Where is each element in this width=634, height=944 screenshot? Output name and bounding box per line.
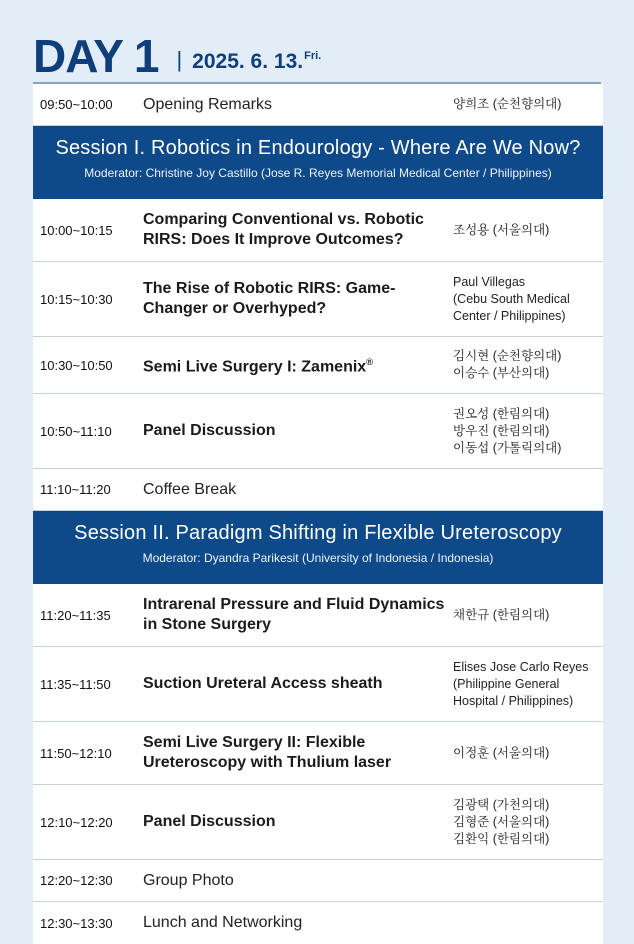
talk-title: Intrarenal Pressure and Fluid Dynamics in Stone Surgery [143, 596, 445, 633]
talk-title: Lunch and Networking [143, 914, 303, 931]
schedule-row [33, 584, 603, 647]
day-label: DAY 1 [33, 30, 159, 82]
time-slot: 12:30~13:30 [40, 915, 113, 931]
time-slot: 11:20~11:35 [40, 607, 111, 623]
speaker: 이동섭 (가톨릭의대) [453, 440, 562, 455]
talk-title: Comparing Conventional vs. Robotic RIRS: Does It Improve Outcomes? [143, 211, 424, 248]
talk-title: Suction Ureteral Access sheath [143, 675, 383, 692]
talk-title: The Rise of Robotic RIRS: Game-Changer or Overhyped? [143, 280, 396, 317]
date-value: 2025. 6. 13. [192, 50, 304, 73]
speaker-list [453, 659, 594, 710]
schedule-table [33, 84, 603, 944]
schedule-row [33, 84, 603, 126]
speaker-list [453, 274, 576, 325]
schedule-row [33, 722, 603, 785]
schedule-row [33, 469, 603, 511]
time-slot: 11:10~11:20 [40, 482, 111, 497]
speaker-list [453, 222, 555, 239]
talk-title: Coffee Break [143, 480, 237, 498]
session-moderator: Moderator: Christine Joy Castillo (Jose R. Reyes Memorial Medical Center / Philippines) [84, 166, 552, 180]
speaker: 김환익 (한림의대) [453, 831, 550, 846]
talk-title: Panel Discussion [143, 813, 276, 830]
speaker-list [453, 96, 567, 113]
session-title: Session I. Robotics in Endourology - Where Are We Now? [55, 137, 581, 159]
speaker-list [453, 406, 567, 457]
talk-title: Opening Remarks [143, 95, 272, 113]
time-slot: 11:35~11:50 [40, 676, 111, 692]
schedule-row [33, 785, 603, 860]
speaker-affiliation: (Cebu South Medical [453, 291, 570, 306]
schedule-row [33, 262, 603, 337]
speaker: Elises Jose Carlo Reyes [453, 659, 589, 674]
speaker-affiliation: Center / Philippines) [453, 308, 566, 323]
schedule-row [33, 902, 603, 944]
day-header [33, 30, 601, 84]
speaker: 채한규 (한림의대) [453, 607, 550, 622]
speaker: 이정훈 (서울의대) [453, 745, 550, 760]
time-slot: 10:30~10:50 [40, 357, 113, 373]
session-title: Session II. Paradigm Shifting in Flexible Ureteroscopy [74, 522, 562, 544]
speaker-list [453, 348, 567, 382]
time-slot: 12:20~12:30 [40, 873, 113, 888]
time-slot: 10:15~10:30 [40, 291, 113, 307]
speaker: 조성용 (서울의대) [453, 222, 550, 237]
session-header [33, 511, 603, 584]
speaker-affiliation: (Philippine General [453, 676, 560, 691]
session-header [33, 126, 603, 199]
speaker: 방우진 (한림의대) [453, 423, 550, 438]
time-slot: 10:50~11:10 [40, 423, 112, 439]
time-slot: 10:00~10:15 [40, 222, 113, 238]
speaker-list [453, 797, 555, 848]
time-slot: 12:10~12:20 [40, 814, 113, 830]
speaker: 이승수 (부산의대) [453, 366, 550, 380]
speaker: 김시현 (순천향의대) [453, 349, 562, 363]
schedule-row [33, 394, 603, 469]
schedule-row [33, 860, 603, 902]
registered-mark: ® [366, 357, 373, 368]
speaker: Paul Villegas [453, 274, 526, 289]
talk-title: Semi Live Surgery II: Flexible Ureteroscopy with Thulium laser [143, 734, 392, 771]
speaker: 김형준 (서울의대) [453, 814, 550, 829]
talk-title: Panel Discussion [143, 422, 276, 439]
talk-title [143, 352, 453, 377]
speaker-affiliation: Hospital / Philippines) [453, 693, 574, 708]
time-slot: 09:50~10:00 [40, 97, 113, 112]
speaker-list [453, 607, 555, 624]
talk-title-text: Semi Live Surgery I: Zamenix [143, 358, 367, 376]
speaker: 권오성 (한림의대) [453, 406, 550, 421]
talk-title: Group Photo [143, 871, 234, 889]
header-separator: | [176, 47, 183, 72]
session-moderator: Moderator: Dyandra Parikesit (University of Indonesia / Indonesia) [142, 551, 494, 565]
schedule-row [33, 199, 603, 262]
date-label [192, 50, 321, 82]
speaker: 양희조 (순천향의대) [453, 97, 562, 111]
speaker-list [453, 745, 555, 762]
speaker: 김광택 (가천의대) [453, 797, 550, 812]
weekday-label: Fri. [304, 50, 322, 62]
schedule-row [33, 647, 603, 722]
time-slot: 11:50~12:10 [40, 745, 112, 761]
schedule-row [33, 337, 603, 394]
